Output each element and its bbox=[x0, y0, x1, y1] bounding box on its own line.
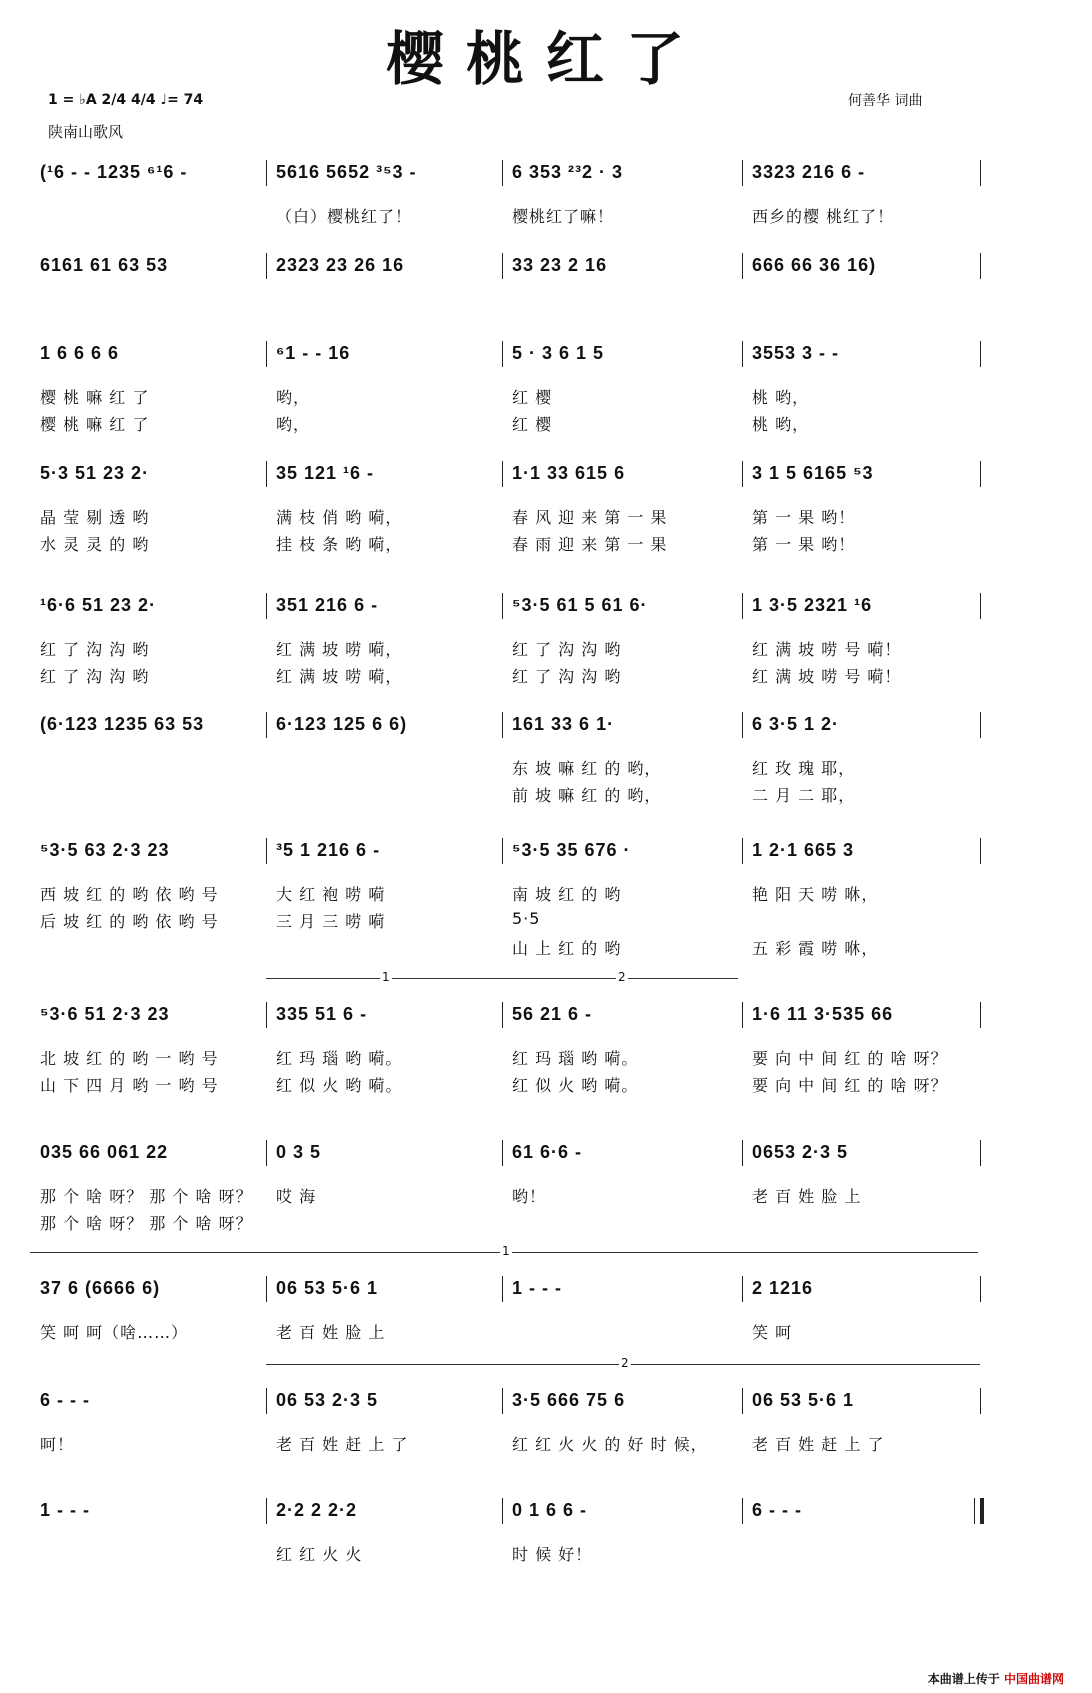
bar-line bbox=[502, 160, 503, 186]
lyric-text: 桃 哟， bbox=[752, 415, 810, 434]
lyric-text: 桃 哟， bbox=[752, 388, 810, 407]
bar-line bbox=[980, 1002, 981, 1028]
measure-notes: 61 6·6 - bbox=[512, 1142, 583, 1162]
measure-notes: 06 53 2·3 5 bbox=[276, 1390, 379, 1410]
lyric-text: 晶 莹 剔 透 哟 bbox=[40, 508, 150, 527]
lyric-text: 春 雨 迎 来 第 一 果 bbox=[512, 535, 668, 554]
lyric-text: 西乡的樱 桃红了！ bbox=[752, 207, 895, 226]
lyric-text: 5·5 bbox=[512, 909, 541, 928]
lyric-text: 红 似 火 哟 嗬。 bbox=[512, 1076, 639, 1095]
measure-notes: 5 · 3 6 1 5 bbox=[512, 343, 605, 363]
bar-line bbox=[742, 838, 743, 864]
lyric-text: 红 樱 bbox=[512, 415, 553, 434]
bar-line bbox=[266, 1276, 267, 1302]
measure-notes: 3553 3 - - bbox=[752, 343, 840, 363]
lyric-text: 哟， bbox=[276, 388, 311, 407]
lyric-text: 春 风 迎 来 第 一 果 bbox=[512, 508, 668, 527]
bar-line bbox=[980, 1388, 981, 1414]
lyric-text: 满 枝 俏 哟 嗬， bbox=[276, 508, 403, 527]
measure-notes: ¹6·6 51 23 2· bbox=[40, 595, 157, 615]
measure-notes: 6 - - - bbox=[40, 1390, 90, 1410]
bar-line bbox=[980, 160, 981, 186]
volta-bracket bbox=[266, 1356, 980, 1370]
lyric-text: 挂 枝 条 哟 嗬， bbox=[276, 535, 403, 554]
bar-line bbox=[502, 461, 503, 487]
measure-notes: 06 53 5·6 1 bbox=[752, 1390, 855, 1410]
measure-notes: ⁵3·5 61 5 61 6· bbox=[512, 595, 648, 615]
bar-line bbox=[980, 838, 981, 864]
lyric-text: 樱 桃 嘛 红 了 bbox=[40, 415, 150, 434]
lyric-text: 红 了 沟 沟 哟 bbox=[40, 640, 150, 659]
measure-notes: 2·2 2 2·2 bbox=[276, 1500, 358, 1520]
measure-notes: 1 - - - bbox=[512, 1278, 562, 1298]
volta-label: 1 bbox=[382, 970, 390, 984]
bar-line bbox=[502, 838, 503, 864]
bar-line bbox=[502, 712, 503, 738]
lyric-text: 红 了 沟 沟 哟 bbox=[40, 667, 150, 686]
lyric-text: 红 满 坡 唠 嗬， bbox=[276, 640, 403, 659]
lyric-text: 红 玛 瑙 哟 嗬。 bbox=[276, 1049, 403, 1068]
lyric-text: 红 玫 瑰 耶， bbox=[752, 759, 856, 778]
lyric-text: 北 坡 红 的 哟 一 哟 号 bbox=[40, 1049, 219, 1068]
measure-notes: 6 - - - bbox=[752, 1500, 802, 1520]
lyric-text: 樱桃红了嘛！ bbox=[512, 207, 615, 226]
bar-line bbox=[742, 461, 743, 487]
bar-line bbox=[742, 1002, 743, 1028]
measure-notes: 6161 61 63 53 bbox=[40, 255, 169, 275]
bar-line bbox=[502, 1002, 503, 1028]
lyric-text: 第 一 果 哟！ bbox=[752, 535, 856, 554]
measure-notes: 06 53 5·6 1 bbox=[276, 1278, 379, 1298]
measure-notes: 335 51 6 - bbox=[276, 1004, 368, 1024]
bar-line bbox=[980, 253, 981, 279]
bar-line bbox=[742, 712, 743, 738]
measure-notes: 1 3·5 2321 ¹6 bbox=[752, 595, 873, 615]
lyric-text: 红 玛 瑙 哟 嗬。 bbox=[512, 1049, 639, 1068]
lyric-text: 五 彩 霞 唠 咻， bbox=[752, 939, 879, 958]
lyric-text: 红 似 火 哟 嗬。 bbox=[276, 1076, 403, 1095]
lyric-text: 红 满 坡 唠 嗬， bbox=[276, 667, 403, 686]
lyric-text: 哟！ bbox=[512, 1187, 547, 1206]
measure-notes: ⁵3·5 63 2·3 23 bbox=[40, 840, 170, 860]
lyric-text: 红 了 沟 沟 哟 bbox=[512, 667, 622, 686]
measure-notes: 6 3·5 1 2· bbox=[752, 714, 840, 734]
site-logo: 中国曲谱网 bbox=[1003, 1672, 1064, 1686]
bar-line bbox=[742, 1388, 743, 1414]
lyric-text: 后 坡 红 的 哟 依 哟 号 bbox=[40, 912, 219, 931]
lyric-text: 红 红 火 火 bbox=[276, 1545, 363, 1564]
bar-line bbox=[980, 593, 981, 619]
measure-notes: 0 1 6 6 - bbox=[512, 1500, 588, 1520]
style-label: 陕南山歌风 bbox=[48, 123, 124, 141]
lyric-text: 老 百 姓 赶 上 了 bbox=[276, 1435, 409, 1454]
bar-line bbox=[266, 838, 267, 864]
bar-line bbox=[742, 341, 743, 367]
measure-notes: 1 6 6 6 6 bbox=[40, 343, 120, 363]
measure-notes: 1·6 11 3·535 66 bbox=[752, 1004, 894, 1024]
measure-notes: 0653 2·3 5 bbox=[752, 1142, 849, 1162]
measure-notes: 1·1 33 615 6 bbox=[512, 463, 626, 483]
bar-line bbox=[266, 253, 267, 279]
measure-notes: 2 1216 bbox=[752, 1278, 814, 1298]
volta-label: 1 bbox=[502, 1244, 510, 1258]
bar-line bbox=[980, 1140, 981, 1166]
bar-line bbox=[980, 461, 981, 487]
measure-notes: 56 21 6 - bbox=[512, 1004, 593, 1024]
measure-notes: 161 33 6 1· bbox=[512, 714, 615, 734]
lyric-text: 红 樱 bbox=[512, 388, 553, 407]
measure-notes: 3·5 666 75 6 bbox=[512, 1390, 626, 1410]
volta-bracket bbox=[502, 970, 738, 984]
bar-line bbox=[742, 1140, 743, 1166]
final-bar-line bbox=[974, 1498, 984, 1524]
bar-line bbox=[266, 1498, 267, 1524]
measure-notes: 666 66 36 16) bbox=[752, 255, 877, 275]
measure-notes: 5·3 51 23 2· bbox=[40, 463, 150, 483]
lyric-text: 大 红 袍 唠 嗬 bbox=[276, 885, 386, 904]
bar-line bbox=[266, 1388, 267, 1414]
measure-notes: ⁵3·6 51 2·3 23 bbox=[40, 1004, 170, 1024]
page-title: 樱桃红了 bbox=[385, 25, 706, 93]
measure-notes: ⁵3·5 35 676 · bbox=[512, 840, 631, 860]
lyric-text: 西 坡 红 的 哟 依 哟 号 bbox=[40, 885, 219, 904]
measure-notes: 35 121 ¹6 - bbox=[276, 463, 375, 483]
measure-notes: 3323 216 6 - bbox=[752, 162, 866, 182]
bar-line bbox=[502, 1276, 503, 1302]
bar-line bbox=[266, 461, 267, 487]
measure-notes: 6·123 125 6 6) bbox=[276, 714, 408, 734]
bar-line bbox=[502, 1140, 503, 1166]
lyric-text: 东 坡 嘛 红 的 哟， bbox=[512, 759, 662, 778]
bar-line bbox=[980, 1276, 981, 1302]
bar-line bbox=[742, 1276, 743, 1302]
measure-notes: ³5 1 216 6 - bbox=[276, 840, 381, 860]
bar-line bbox=[502, 593, 503, 619]
lyric-text: 老 百 姓 脸 上 bbox=[276, 1323, 386, 1342]
bar-line bbox=[266, 593, 267, 619]
measure-notes: (6·123 1235 63 53 bbox=[40, 714, 205, 734]
volta-label: 2 bbox=[618, 970, 626, 984]
key-signature: 1 = ♭A 2/4 4/4 ♩= 74 bbox=[48, 92, 204, 108]
measure-notes: 2323 23 26 16 bbox=[276, 255, 405, 275]
footer-text: 本曲谱上传于 bbox=[927, 1672, 1000, 1686]
bar-line bbox=[742, 593, 743, 619]
bar-line bbox=[266, 1002, 267, 1028]
lyric-text: 那 个 啥 呀？ 那 个 啥 呀？ bbox=[40, 1187, 253, 1206]
lyric-text: 红 满 坡 唠 号 嗬！ bbox=[752, 667, 902, 686]
lyric-text: 樱 桃 嘛 红 了 bbox=[40, 388, 150, 407]
volta-label: 2 bbox=[621, 1356, 629, 1370]
lyric-text: 三 月 三 唠 嗬 bbox=[276, 912, 386, 931]
bar-line bbox=[266, 712, 267, 738]
lyric-text: 呵！ bbox=[40, 1435, 75, 1454]
bar-line bbox=[980, 341, 981, 367]
author-label: 何善华 词曲 bbox=[848, 93, 923, 109]
measure-notes: 035 66 061 22 bbox=[40, 1142, 169, 1162]
lyric-text: 哎 海 bbox=[276, 1187, 317, 1206]
lyric-text: 南 坡 红 的 哟 bbox=[512, 885, 622, 904]
lyric-text: 红 满 坡 唠 号 嗬！ bbox=[752, 640, 902, 659]
lyric-text: 第 一 果 哟！ bbox=[752, 508, 856, 527]
bar-line bbox=[266, 1140, 267, 1166]
lyric-text: 红 红 火 火 的 好 时 候， bbox=[512, 1435, 708, 1454]
measure-notes: 37 6 (6666 6) bbox=[40, 1278, 161, 1298]
lyric-text: 哟， bbox=[276, 415, 311, 434]
measure-notes: ⁶1 - - 16 bbox=[276, 343, 351, 363]
bar-line bbox=[742, 160, 743, 186]
bar-line bbox=[502, 1388, 503, 1414]
measure-notes: 3 1 5 6165 ⁵3 bbox=[752, 463, 874, 483]
bar-line bbox=[502, 1498, 503, 1524]
lyric-text: 老 百 姓 脸 上 bbox=[752, 1187, 862, 1206]
measure-notes: 1 - - - bbox=[40, 1500, 90, 1520]
bar-line bbox=[266, 160, 267, 186]
lyric-text: 红 了 沟 沟 哟 bbox=[512, 640, 622, 659]
bar-line bbox=[502, 253, 503, 279]
bar-line bbox=[742, 1498, 743, 1524]
bar-line bbox=[980, 712, 981, 738]
lyric-text: 时 候 好！ bbox=[512, 1545, 593, 1564]
measure-notes: 33 23 2 16 bbox=[512, 255, 608, 275]
lyric-text: 二 月 二 耶， bbox=[752, 786, 856, 805]
bar-line bbox=[266, 341, 267, 367]
lyric-text: 要 向 中 间 红 的 啥 呀？ bbox=[752, 1049, 948, 1068]
bar-line bbox=[502, 341, 503, 367]
measure-notes: 1 2·1 665 3 bbox=[752, 840, 855, 860]
volta-bracket bbox=[266, 970, 502, 984]
measure-notes: (¹6 - - 1235 ⁶¹6 - bbox=[40, 162, 188, 182]
bar-line bbox=[742, 253, 743, 279]
measure-notes: 0 3 5 bbox=[276, 1142, 322, 1162]
lyric-text: 那 个 啥 呀？ 那 个 啥 呀？ bbox=[40, 1214, 253, 1233]
lyric-text: 要 向 中 间 红 的 啥 呀？ bbox=[752, 1076, 948, 1095]
footer bbox=[928, 1670, 1064, 1687]
lyric-text: 水 灵 灵 的 哟 bbox=[40, 535, 150, 554]
lyric-text: 山 下 四 月 哟 一 哟 号 bbox=[40, 1076, 219, 1095]
volta-bracket bbox=[30, 1244, 978, 1258]
measure-notes: 5616 5652 ³⁵3 - bbox=[276, 162, 417, 182]
lyric-text: 艳 阳 天 唠 咻， bbox=[752, 885, 879, 904]
lyric-text: （白）樱桃红了！ bbox=[276, 207, 413, 226]
measure-notes: 351 216 6 - bbox=[276, 595, 379, 615]
lyric-text: 笑 呵 bbox=[752, 1323, 793, 1342]
lyric-text: 笑 呵 呵（啥……） bbox=[40, 1323, 189, 1342]
lyric-text: 前 坡 嘛 红 的 哟， bbox=[512, 786, 662, 805]
lyric-text: 山 上 红 的 哟 bbox=[512, 939, 622, 958]
measure-notes: 6 353 ²³2 · 3 bbox=[512, 162, 624, 182]
lyric-text: 老 百 姓 赶 上 了 bbox=[752, 1435, 885, 1454]
